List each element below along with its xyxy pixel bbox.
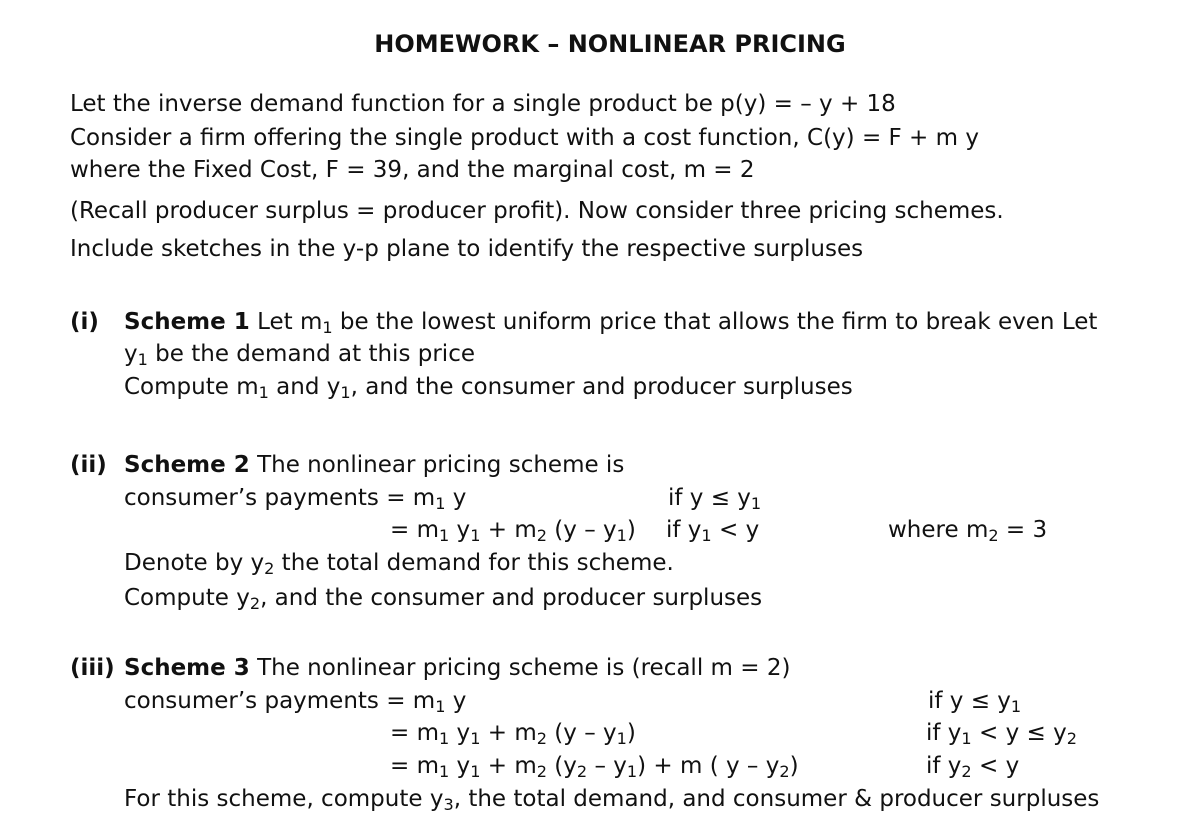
scheme3-name: Scheme 3 xyxy=(124,655,250,681)
scheme2-where-m2: where $m_2 = 3$ xyxy=(888,517,1048,546)
scheme3-intro: Scheme 3 The nonlinear pricing scheme is (recall m = 2) xyxy=(124,655,791,681)
scheme2-denote-line: Denote by $y_2$ the total demand for this scheme. xyxy=(124,550,674,579)
scheme1-line3: Compute $m_1$ and $y_1$, and the consumer and producer surpluses xyxy=(124,374,853,403)
scheme2-condition2: if $y_1 < y$ xyxy=(666,517,760,546)
scheme3-final-line: For this scheme, compute $y_3$, the total demand, and consumer & producer surpluses xyxy=(124,786,1100,815)
scheme1-name: Scheme 1 xyxy=(124,309,250,335)
scheme2-payment-row2: = $m_1$ $y_1 + m_2$ $(y - y_1)$ xyxy=(390,517,636,546)
intro-recall-line: (Recall producer surplus = producer profit). Now consider three pricing schemes. xyxy=(70,198,1004,224)
page-title: HOMEWORK – NONLINEAR PRICING xyxy=(374,30,846,58)
intro-cost-line: Consider a firm offering the single product with a cost function, C(y) = F + m y xyxy=(70,125,979,151)
scheme2-label: (ii) xyxy=(70,452,107,478)
scheme3-payment-row3: = $m_1$ $y_1 + m_2$ $(y_2 - y_1) + m$ ( y – $y_2$) xyxy=(390,753,799,782)
scheme3-condition1: if $y \le y_1$ xyxy=(928,688,1022,717)
intro-sketch-line: Include sketches in the y-p plane to identify the respective surpluses xyxy=(70,236,864,262)
scheme2-compute-line: Compute $y_2$, and the consumer and producer surpluses xyxy=(124,585,763,614)
scheme3-condition3: if $y_2 < y$ xyxy=(926,753,1020,782)
scheme3-payment-row2: = $m_1$ $y_1 + m_2$ $(y - y_1)$ xyxy=(390,720,636,749)
intro-demand-line: Let the inverse demand function for a single product be p(y) = – y + 18 xyxy=(70,91,896,117)
scheme1-line1: Scheme 1 Let $m_1$ be the lowest uniform price that allows the firm to break even Let xyxy=(124,309,1098,338)
scheme3-payment-row1: consumer’s payments = $m_1$ y xyxy=(124,688,467,717)
intro-fixed-cost-line: where the Fixed Cost, F = 39, and the marginal cost, m = 2 xyxy=(70,157,755,183)
scheme2-condition1: if $y \le y_1$ xyxy=(668,485,762,514)
scheme3-label: (iii) xyxy=(70,655,115,681)
scheme2-name: Scheme 2 xyxy=(124,452,250,478)
scheme2-payment-row1: consumer’s payments = $m_1$ y xyxy=(124,485,467,514)
scheme1-line2: $y_1$ be the demand at this price xyxy=(124,341,475,370)
scheme1-label: (i) xyxy=(70,309,99,335)
scheme2-intro: Scheme 2 The nonlinear pricing scheme is xyxy=(124,452,625,478)
scheme3-condition2: if $y_1 < y \le y_2$ xyxy=(926,720,1077,749)
